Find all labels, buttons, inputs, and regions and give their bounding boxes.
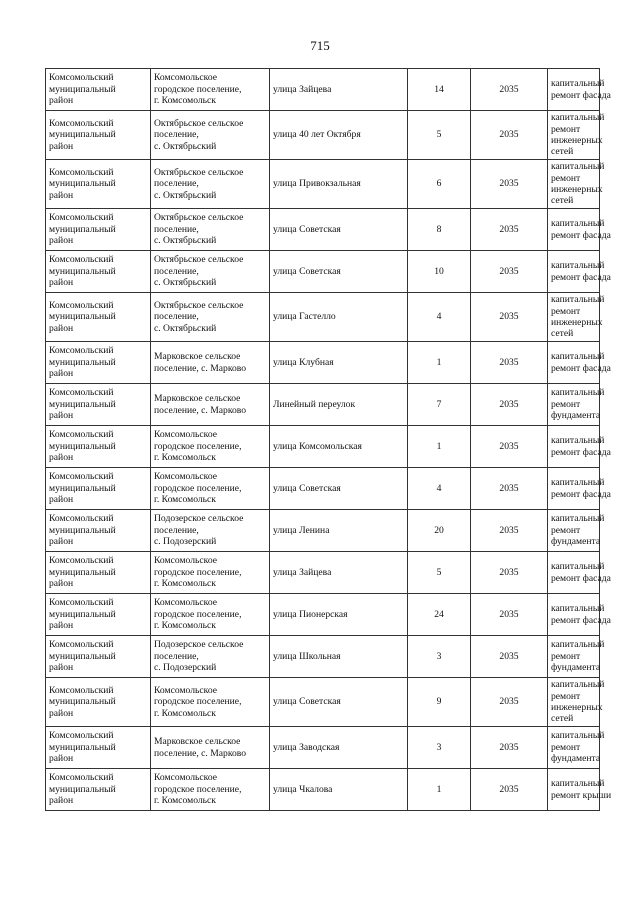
work-type-line: инженерных — [551, 184, 603, 195]
district-line: район — [49, 795, 74, 807]
work-type-line: капитальный — [551, 351, 605, 363]
settlement-line: г. Комсомольск — [154, 494, 216, 506]
district-line: муниципальный — [49, 83, 116, 95]
settlement-line: Октябрьское сельское — [154, 254, 244, 266]
work-type-line: капитальный — [551, 561, 605, 573]
street-cell: улица Ленина — [270, 510, 408, 552]
year-cell: 2035 — [471, 160, 548, 209]
work-type-cell — [548, 111, 605, 160]
work-type-line: сетей — [551, 713, 574, 725]
house-number-cell: 7 — [408, 384, 471, 426]
district-line: муниципальный — [49, 608, 116, 620]
district-line: муниципальный — [49, 650, 116, 662]
settlement-line: поселение, — [154, 650, 199, 662]
district-cell — [46, 293, 151, 342]
settlement-line: г. Комсомольск — [154, 620, 216, 632]
district-cell — [46, 678, 151, 727]
house-number-cell: 3 — [408, 727, 471, 769]
work-type-line: капитальный — [551, 387, 605, 399]
settlement-line: Комсомольское — [154, 555, 217, 567]
settlement-cell — [151, 209, 270, 251]
work-type-line: сетей — [551, 195, 574, 207]
year-cell: 2035 — [471, 594, 548, 636]
settlement-line: поселение, — [154, 265, 199, 277]
settlement-line: поселение, с. Марково — [154, 404, 247, 416]
district-line: Комсомольский — [49, 387, 114, 399]
work-type-line: капитальный — [551, 435, 605, 447]
work-type-line: ремонт фасада — [551, 488, 611, 500]
work-type-line: капитальный — [551, 78, 605, 90]
year-cell: 2035 — [471, 769, 548, 811]
settlement-line: поселение, — [154, 129, 199, 141]
district-line: муниципальный — [49, 398, 116, 410]
work-type-line: ремонт фасада — [551, 572, 611, 584]
district-line: Комсомольский — [49, 471, 114, 483]
settlement-line: г. Комсомольск — [154, 95, 216, 107]
table-row — [46, 111, 600, 160]
house-number-cell: 5 — [408, 552, 471, 594]
settlement-line: с. Подозерский — [154, 536, 217, 548]
settlement-line: поселение, — [154, 178, 199, 190]
district-line: муниципальный — [49, 524, 116, 536]
year-cell: 2035 — [471, 209, 548, 251]
house-number-cell: 4 — [408, 468, 471, 510]
work-type-line: капитальный — [551, 477, 605, 489]
district-line: Комсомольский — [49, 212, 114, 224]
street-cell: улица Советская — [270, 468, 408, 510]
district-line: Комсомольский — [49, 429, 114, 441]
house-number-cell: 14 — [408, 69, 471, 111]
table-row — [46, 769, 600, 811]
table-row — [46, 209, 600, 251]
district-line: муниципальный — [49, 741, 116, 753]
work-type-line: инженерных — [551, 317, 603, 328]
district-line: район — [49, 368, 74, 380]
housing-repair-table — [45, 68, 612, 811]
district-cell — [46, 426, 151, 468]
house-number-cell: 10 — [408, 251, 471, 293]
street-cell: улица Заводская — [270, 727, 408, 769]
table-row — [46, 727, 600, 769]
district-cell — [46, 769, 151, 811]
settlement-cell — [151, 251, 270, 293]
work-type-cell — [548, 160, 605, 209]
district-cell — [46, 594, 151, 636]
work-type-line: ремонт — [551, 123, 581, 135]
settlement-cell — [151, 293, 270, 342]
year-cell: 2035 — [471, 384, 548, 426]
settlement-line: Октябрьское сельское — [154, 299, 244, 311]
work-type-line: капитальный — [551, 294, 605, 306]
table-row — [46, 594, 600, 636]
district-line: район — [49, 235, 74, 247]
district-cell — [46, 69, 151, 111]
district-line: Комсомольский — [49, 639, 114, 651]
work-type-line: ремонт — [551, 305, 581, 317]
district-line: район — [49, 753, 74, 765]
district-line: муниципальный — [49, 566, 116, 578]
settlement-line: поселение, — [154, 311, 199, 323]
work-type-line: капитальный — [551, 260, 605, 272]
work-type-line: капитальный — [551, 778, 605, 790]
district-line: муниципальный — [49, 265, 116, 277]
street-cell: улица Зайцева — [270, 69, 408, 111]
work-type-line: капитальный — [551, 112, 605, 124]
house-number-cell: 1 — [408, 426, 471, 468]
settlement-line: с. Подозерский — [154, 662, 217, 674]
settlement-line: г. Комсомольск — [154, 707, 216, 719]
table-row — [46, 69, 600, 111]
district-cell — [46, 552, 151, 594]
settlement-line: Марковское сельское — [154, 736, 241, 748]
work-type-cell — [548, 769, 612, 811]
district-line: Комсомольский — [49, 597, 114, 609]
settlement-cell — [151, 678, 270, 727]
district-line: Комсомольский — [49, 730, 114, 742]
district-line: район — [49, 620, 74, 632]
settlement-line: Октябрьское сельское — [154, 212, 244, 224]
district-line: Комсомольский — [49, 299, 114, 311]
district-line: Комсомольский — [49, 513, 114, 525]
work-type-line: ремонт фасада — [551, 89, 611, 101]
year-cell: 2035 — [471, 293, 548, 342]
settlement-line: городское поселение, — [154, 83, 242, 95]
settlement-line: городское поселение, — [154, 566, 242, 578]
settlement-line: Комсомольское — [154, 597, 217, 609]
district-line: муниципальный — [49, 178, 116, 190]
district-line: Комсомольский — [49, 772, 114, 784]
work-type-cell — [548, 678, 605, 727]
year-cell: 2035 — [471, 342, 548, 384]
table-row — [46, 160, 600, 209]
work-type-line: ремонт — [551, 524, 581, 536]
district-line: район — [49, 277, 74, 289]
district-line: Комсомольский — [49, 345, 114, 357]
work-type-line: ремонт фасада — [551, 614, 611, 626]
work-type-line: капитальный — [551, 730, 605, 742]
street-cell: Линейный переулок — [270, 384, 408, 426]
district-line: район — [49, 189, 74, 201]
table-row — [46, 342, 600, 384]
settlement-cell — [151, 160, 270, 209]
work-type-line: ремонт — [551, 398, 581, 410]
street-cell: улица Советская — [270, 251, 408, 293]
work-type-cell — [548, 552, 611, 594]
district-line: район — [49, 494, 74, 506]
work-type-line: ремонт — [551, 650, 581, 662]
district-line: Комсомольский — [49, 117, 114, 129]
settlement-cell — [151, 594, 270, 636]
settlement-cell — [151, 111, 270, 160]
year-cell: 2035 — [471, 69, 548, 111]
house-number-cell: 24 — [408, 594, 471, 636]
street-cell: улица Клубная — [270, 342, 408, 384]
district-cell — [46, 160, 151, 209]
year-cell: 2035 — [471, 552, 548, 594]
settlement-line: с. Октябрьский — [154, 140, 217, 152]
house-number-cell: 1 — [408, 769, 471, 811]
settlement-line: городское поселение, — [154, 482, 242, 494]
district-line: муниципальный — [49, 129, 116, 141]
settlement-line: Марковское сельское — [154, 393, 241, 405]
settlement-cell — [151, 384, 270, 426]
table-row — [46, 293, 600, 342]
work-type-line: капитальный — [551, 639, 605, 651]
district-cell — [46, 468, 151, 510]
work-type-line: фундамента — [551, 410, 601, 422]
settlement-cell — [151, 510, 270, 552]
settlement-line: с. Октябрьский — [154, 277, 217, 289]
house-number-cell: 1 — [408, 342, 471, 384]
settlement-cell — [151, 468, 270, 510]
work-type-line: ремонт фасада — [551, 362, 611, 374]
house-number-cell: 5 — [408, 111, 471, 160]
year-cell: 2035 — [471, 426, 548, 468]
house-number-cell: 9 — [408, 678, 471, 727]
settlement-line: г. Комсомольск — [154, 578, 216, 590]
work-type-line: ремонт фасада — [551, 229, 611, 241]
street-cell: улица Зайцева — [270, 552, 408, 594]
work-type-line: ремонт — [551, 172, 581, 184]
district-line: район — [49, 707, 74, 719]
district-cell — [46, 251, 151, 293]
work-type-line: фундамента — [551, 536, 601, 548]
settlement-line: поселение, с. Марково — [154, 362, 247, 374]
work-type-cell — [548, 594, 611, 636]
work-type-cell — [548, 251, 611, 293]
work-type-line: фундамента — [551, 753, 601, 765]
work-type-line: инженерных — [551, 135, 603, 146]
year-cell: 2035 — [471, 510, 548, 552]
street-cell: улица Пионерская — [270, 594, 408, 636]
settlement-line: Октябрьское сельское — [154, 166, 244, 178]
district-line: район — [49, 410, 74, 422]
district-cell — [46, 636, 151, 678]
year-cell: 2035 — [471, 111, 548, 160]
settlement-line: городское поселение, — [154, 440, 242, 452]
settlement-cell — [151, 727, 270, 769]
district-line: муниципальный — [49, 356, 116, 368]
work-type-line: фундамента — [551, 662, 601, 674]
work-type-line: сетей — [551, 328, 574, 340]
settlement-cell — [151, 342, 270, 384]
work-type-line: капитальный — [551, 161, 605, 173]
district-cell — [46, 727, 151, 769]
settlement-line: Комсомольское — [154, 72, 217, 84]
district-cell — [46, 384, 151, 426]
district-line: район — [49, 452, 74, 464]
table-row — [46, 552, 600, 594]
district-line: муниципальный — [49, 440, 116, 452]
settlement-cell — [151, 426, 270, 468]
street-cell: улица Комсомольская — [270, 426, 408, 468]
settlement-line: с. Октябрьский — [154, 189, 217, 201]
work-type-line: ремонт — [551, 690, 581, 702]
work-type-line: ремонт фасада — [551, 446, 611, 458]
district-line: район — [49, 95, 74, 107]
district-line: Комсомольский — [49, 555, 114, 567]
settlement-line: г. Комсомольск — [154, 795, 216, 807]
work-type-cell — [548, 727, 605, 769]
street-cell: улица 40 лет Октября — [270, 111, 408, 160]
year-cell: 2035 — [471, 468, 548, 510]
settlement-cell — [151, 552, 270, 594]
district-line: Комсомольский — [49, 684, 114, 696]
settlement-line: Комсомольское — [154, 684, 217, 696]
year-cell: 2035 — [471, 678, 548, 727]
settlement-line: с. Октябрьский — [154, 322, 217, 334]
work-type-cell — [548, 636, 605, 678]
district-line: Комсомольский — [49, 166, 114, 178]
district-line: район — [49, 322, 74, 334]
street-cell: улица Советская — [270, 209, 408, 251]
settlement-line: городское поселение, — [154, 783, 242, 795]
table-row — [46, 384, 600, 426]
table-row — [46, 510, 600, 552]
house-number-cell: 4 — [408, 293, 471, 342]
house-number-cell: 20 — [408, 510, 471, 552]
table-body — [46, 69, 612, 811]
district-line: Комсомольский — [49, 72, 114, 84]
district-line: район — [49, 536, 74, 548]
table-row — [46, 678, 600, 727]
work-type-cell — [548, 69, 611, 111]
district-line: муниципальный — [49, 482, 116, 494]
settlement-line: Октябрьское сельское — [154, 117, 244, 129]
district-line: муниципальный — [49, 311, 116, 323]
table-row — [46, 426, 600, 468]
settlement-line: поселение, с. Марково — [154, 747, 247, 759]
work-type-line: капитальный — [551, 218, 605, 230]
work-type-line: ремонт фасада — [551, 271, 611, 283]
settlement-line: Комсомольское — [154, 772, 217, 784]
table-row — [46, 251, 600, 293]
work-type-line: капитальный — [551, 603, 605, 615]
settlement-line: Марковское сельское — [154, 351, 241, 363]
settlement-line: Подозерское сельское — [154, 513, 244, 525]
year-cell: 2035 — [471, 251, 548, 293]
district-cell — [46, 209, 151, 251]
year-cell: 2035 — [471, 636, 548, 678]
work-type-cell — [548, 342, 611, 384]
work-type-line: инженерных — [551, 702, 603, 713]
district-line: Комсомольский — [49, 254, 114, 266]
street-cell: улица Чкалова — [270, 769, 408, 811]
work-type-line: капитальный — [551, 513, 605, 525]
district-line: муниципальный — [49, 223, 116, 235]
work-type-cell — [548, 510, 605, 552]
settlement-line: Комсомольское — [154, 471, 217, 483]
district-cell — [46, 510, 151, 552]
settlement-line: городское поселение, — [154, 608, 242, 620]
work-type-cell — [548, 384, 605, 426]
work-type-cell — [548, 468, 611, 510]
table-row — [46, 468, 600, 510]
street-cell: улица Привокзальная — [270, 160, 408, 209]
work-type-cell — [548, 426, 611, 468]
settlement-line: Подозерское сельское — [154, 639, 244, 651]
district-line: район — [49, 140, 74, 152]
house-number-cell: 3 — [408, 636, 471, 678]
house-number-cell: 8 — [408, 209, 471, 251]
settlement-line: поселение, — [154, 223, 199, 235]
work-type-line: сетей — [551, 146, 574, 158]
settlement-line: поселение, — [154, 524, 199, 536]
district-cell — [46, 342, 151, 384]
settlement-cell — [151, 636, 270, 678]
settlement-line: Комсомольское — [154, 429, 217, 441]
settlement-line: с. Октябрьский — [154, 235, 217, 247]
work-type-line: капитальный — [551, 679, 605, 691]
district-line: район — [49, 662, 74, 674]
district-line: муниципальный — [49, 696, 116, 708]
street-cell: улица Советская — [270, 678, 408, 727]
settlement-cell — [151, 69, 270, 111]
house-number-cell: 6 — [408, 160, 471, 209]
page-number: 715 — [310, 38, 330, 53]
work-type-cell — [548, 293, 605, 342]
district-line: район — [49, 578, 74, 590]
settlement-line: городское поселение, — [154, 696, 242, 708]
work-type-line: ремонт — [551, 741, 581, 753]
settlement-cell — [151, 769, 270, 811]
table-row — [46, 636, 600, 678]
work-type-cell — [548, 209, 611, 251]
settlement-line: г. Комсомольск — [154, 452, 216, 464]
street-cell: улица Гастелло — [270, 293, 408, 342]
year-cell: 2035 — [471, 727, 548, 769]
district-line: муниципальный — [49, 783, 116, 795]
district-cell — [46, 111, 151, 160]
work-type-line: ремонт крыши — [551, 789, 612, 801]
street-cell: улица Школьная — [270, 636, 408, 678]
